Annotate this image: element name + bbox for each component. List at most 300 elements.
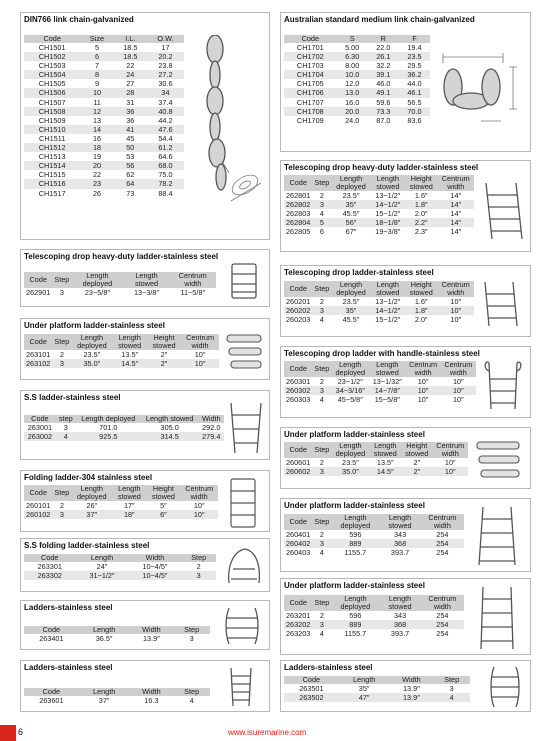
table-cell: 2″ (413, 458, 421, 467)
table-row (24, 179, 184, 188)
table-header-row (24, 415, 224, 423)
table-row (284, 458, 468, 467)
table-cell: 54.4 (158, 133, 173, 143)
table-cell: 260102 (26, 510, 51, 520)
table-cell: CH1709 (296, 115, 324, 125)
table-cell: 6 (319, 227, 324, 237)
table-cell: 889 (331, 620, 379, 629)
column-header: Code (284, 175, 312, 191)
table-cell: 36.5″ (95, 634, 113, 643)
table-cell: 254 (436, 629, 449, 639)
table-cell: 17 (161, 43, 170, 52)
table-row (284, 386, 476, 395)
table-row (24, 152, 184, 161)
table-cell: 14−7/8″ (369, 386, 405, 395)
table-cell: 1.8″ (405, 200, 438, 209)
table-cell: 3 (312, 620, 331, 629)
table-cell: 262805 (286, 227, 311, 237)
table-cell: 45−5/8″ (337, 395, 363, 405)
page-marker (0, 725, 16, 741)
table-cell: 3 (63, 423, 68, 432)
table-cell: 14″ (438, 200, 474, 209)
table-cell: CH1707 (296, 97, 324, 107)
table-cell: 13−1/2″ (375, 191, 401, 200)
column-header: Length deployed (71, 334, 112, 350)
table-header-row (284, 175, 474, 191)
ladder-image (473, 436, 525, 486)
table-cell: 10″ (450, 297, 462, 306)
table-cell: 263502 (284, 693, 339, 702)
column-header: Length (339, 676, 390, 684)
section-ss-folding-ladder (20, 538, 270, 592)
table-cell: 3 (181, 571, 216, 580)
table-cell: 2″ (160, 350, 168, 359)
table-row (284, 227, 474, 236)
table-cell: 254 (436, 530, 449, 539)
table-cell: 10″ (194, 350, 206, 359)
table-cell: 3 (52, 510, 71, 519)
section-under-platform-2631 (20, 318, 270, 380)
table-cell: 49.1 (368, 88, 399, 97)
table-cell: CH1701 (296, 43, 324, 52)
table-cell: 263401 (39, 634, 64, 643)
table-cell: 263101 (26, 350, 51, 359)
table-cell: 35″ (358, 684, 370, 693)
column-header: S (337, 35, 368, 43)
column-header: Width (130, 626, 174, 634)
table-cell: 4 (319, 548, 324, 558)
column-header: Length deployed (331, 175, 370, 191)
table-header-row (284, 442, 468, 458)
table-cell: 1.8″ (405, 306, 438, 315)
table-row (284, 209, 474, 218)
table-cell: 44.2 (158, 115, 173, 125)
table-row (24, 125, 184, 134)
table-cell: 260402 (286, 539, 311, 549)
table-cell: 56.5 (407, 97, 422, 107)
table-cell: 10″ (441, 386, 476, 395)
section-title: Telescoping drop ladder-stainless steel (284, 268, 434, 277)
table-cell: 2 (59, 501, 64, 510)
table-cell: 78.2 (147, 179, 184, 188)
column-header: Code (284, 361, 312, 377)
table-row (284, 61, 430, 70)
table-cell: 3 (312, 467, 331, 476)
table-cell: 31 (126, 97, 135, 107)
table-cell: 260302 (286, 386, 311, 396)
table-cell: 292.0 (202, 423, 221, 432)
section-title: Under platform ladder-stainless steel (284, 581, 425, 590)
ladder-image (221, 543, 267, 589)
table-cell: 260401 (286, 530, 311, 539)
section-title: Ladders-stainless steel (24, 603, 113, 612)
table-row (284, 79, 430, 88)
table-row (284, 191, 474, 200)
table-cell: 596 (349, 611, 362, 620)
table-cell: 260601 (286, 458, 311, 467)
column-header: Width (199, 415, 224, 423)
table-cell: 343 (393, 611, 407, 620)
table-cell: 279.4 (199, 432, 224, 441)
spec-table (24, 334, 219, 368)
table-cell: 2″ (147, 359, 181, 368)
table-row (24, 696, 210, 705)
column-header: Length deployed (331, 595, 379, 611)
table-cell: 2.0″ (414, 209, 428, 219)
table-row (24, 350, 219, 359)
column-header: O.W. (147, 35, 184, 43)
column-header: R (368, 35, 399, 43)
column-header: Centrum width (170, 272, 216, 288)
table-row (284, 43, 430, 52)
table-cell: 59.6 (376, 97, 391, 107)
table-cell: 3 (312, 539, 331, 548)
column-header: Step (173, 626, 210, 634)
table-cell: 37″ (98, 696, 110, 705)
section-title: S.S folding ladder-stainless steel (24, 541, 150, 550)
table-cell: 10″ (453, 377, 464, 386)
table-cell: 1.6″ (414, 297, 428, 306)
table-row (24, 70, 184, 79)
table-cell: CH1505 (38, 79, 66, 89)
table-cell: 28 (114, 88, 147, 97)
table-cell: 2 (319, 297, 324, 306)
chain-image (431, 37, 527, 147)
table-cell: 3 (59, 288, 64, 297)
table-row (24, 52, 184, 61)
table-cell: 262801 (286, 191, 311, 200)
table-cell: 62 (126, 170, 135, 180)
table-cell: CH1509 (38, 115, 66, 125)
table-cell: 13−3/8″ (133, 288, 160, 297)
table-cell: 4 (319, 629, 324, 639)
table-cell: 24 (114, 70, 147, 79)
table-header-row (284, 35, 430, 43)
section-folding-ladder-304 (20, 470, 270, 532)
table-cell: 2 (319, 611, 324, 620)
table-cell: 7 (94, 61, 100, 71)
table-cell: 17″ (123, 501, 135, 510)
ladder-image (477, 276, 527, 332)
table-row (24, 79, 184, 88)
table-row (284, 88, 430, 97)
column-header: Height stowed (147, 334, 181, 350)
table-cell: 11−5/8″ (180, 288, 206, 297)
column-header: Height stowed (401, 442, 432, 458)
table-cell: 30.6 (158, 79, 173, 89)
table-cell: CH1515 (38, 170, 66, 180)
table-header-row (284, 281, 474, 297)
table-cell: 13 (92, 115, 102, 125)
section-under-platform-2632 (280, 578, 531, 655)
table-header-row (24, 626, 210, 634)
ladder-image (478, 177, 528, 245)
table-row (24, 98, 184, 107)
section-under-platform-2606 (280, 427, 531, 489)
table-cell: CH1511 (39, 133, 66, 143)
section-title: Under platform ladder-stainless steel (24, 321, 165, 330)
table-cell: 23−1/2″ (337, 377, 363, 386)
table-cell: 13−1/32″ (372, 377, 402, 386)
table-row (284, 107, 430, 116)
column-header: Length deployed (331, 281, 370, 297)
section-telescoping-drop-2602 (280, 265, 531, 337)
table-cell: 260602 (286, 467, 311, 477)
chain-image (185, 35, 267, 235)
table-row (24, 423, 224, 432)
table-cell: 4 (319, 209, 324, 219)
column-header: Length (79, 626, 130, 634)
table-cell: 26″ (86, 501, 98, 510)
table-cell: 262802 (286, 200, 311, 210)
table-cell: 13.9″ (390, 693, 434, 702)
table-cell: 889 (331, 539, 379, 548)
table-cell: 14″ (450, 191, 462, 200)
table-cell: 5 (312, 218, 331, 227)
column-header: Centrum width (421, 595, 464, 611)
table-cell: CH1507 (38, 97, 66, 107)
spec-table (284, 442, 468, 476)
table-row (284, 530, 464, 539)
table-cell: 45.5″ (342, 315, 360, 325)
table-cell: 22 (126, 61, 135, 71)
table-cell: 39.1 (368, 70, 399, 79)
table-cell: 260203 (286, 315, 311, 325)
section-ss-ladder-2630 (20, 390, 270, 460)
column-header: Length stowed (123, 272, 169, 288)
website-link[interactable]: www.isuremarine.com (228, 728, 307, 737)
table-cell: 12 (80, 107, 113, 116)
table-cell: 10″ (438, 306, 474, 315)
table-cell: 40.8 (147, 107, 184, 116)
table-cell: 254 (436, 611, 449, 620)
table-cell: CH1705 (296, 79, 324, 89)
table-cell: CH1506 (24, 88, 80, 97)
table-row (284, 315, 474, 324)
table-cell: 35″ (331, 200, 370, 209)
section-under-platform-2604 (280, 498, 531, 572)
table-cell: 23.5″ (342, 297, 360, 306)
table-cell: 13.5″ (121, 350, 139, 359)
column-header: Code (24, 415, 56, 423)
column-header: Length deployed (71, 272, 123, 288)
table-cell: 73 (126, 188, 135, 198)
table-cell: 254 (421, 539, 464, 548)
spec-table (284, 175, 474, 236)
column-header: Code (24, 626, 79, 634)
table-cell: 6 (80, 52, 113, 61)
table-cell: 23.5″ (342, 458, 359, 467)
table-cell: 14″ (450, 227, 462, 237)
table-cell: 254 (421, 620, 464, 629)
table-cell: 18 (80, 143, 113, 152)
section-title: DIN766 link chain-galvanized (24, 15, 134, 24)
ladder-image (221, 664, 263, 710)
ladder-image (221, 475, 267, 531)
table-cell: 2 (319, 458, 324, 467)
table-cell: 5.00 (345, 43, 360, 52)
table-cell: 10″ (417, 395, 429, 405)
spec-table (24, 626, 210, 643)
section-title: Under platform ladder-stainless steel (284, 430, 425, 439)
column-header: Width (130, 688, 174, 696)
column-header: Length stowed (112, 334, 147, 350)
table-cell: 22.0 (376, 43, 391, 52)
table-cell: 14″ (450, 209, 462, 219)
table-cell: 19−3/8″ (375, 227, 401, 237)
section-title: Telescoping drop heavy-duty ladder-stainless steel (24, 252, 219, 261)
table-cell: 262804 (286, 218, 311, 228)
table-cell: 8.00 (345, 61, 360, 71)
ladder-image (224, 260, 266, 304)
table-cell: 263102 (26, 359, 51, 369)
table-cell: 343 (393, 530, 407, 539)
table-cell: 5 (94, 43, 100, 52)
table-cell: 19.4 (407, 43, 422, 52)
table-cell: CH1501 (38, 43, 66, 52)
table-cell: 10 (80, 88, 113, 97)
table-cell: 6.30 (337, 52, 368, 61)
column-header: Step (433, 676, 470, 684)
table-cell: 50 (114, 143, 147, 152)
table-cell: CH1704 (284, 70, 337, 79)
spec-table (284, 676, 470, 702)
table-cell: 262901 (26, 288, 51, 297)
spec-table (24, 688, 210, 705)
table-cell: 10−4/5″ (142, 562, 168, 571)
table-cell: 3 (52, 359, 71, 368)
table-cell: 37″ (71, 510, 112, 519)
table-cell: 925.5 (76, 432, 141, 441)
table-cell: 12.0 (345, 79, 360, 89)
column-header: Length deployed (331, 514, 379, 530)
column-header: Centrum width (438, 281, 474, 297)
column-header: Code (284, 514, 312, 530)
table-header-row (284, 595, 464, 611)
ladder-image (471, 583, 525, 653)
column-header: Length deployed (331, 442, 369, 458)
section-title: S.S ladder-stainless steel (24, 393, 121, 402)
table-cell: CH1702 (284, 52, 337, 61)
table-cell: 2.2″ (405, 218, 438, 227)
table-cell: 393.7 (390, 548, 410, 558)
column-header: F (399, 35, 430, 43)
column-header: Step (52, 334, 71, 350)
table-cell: 27 (126, 79, 135, 89)
table-cell: 23 (80, 179, 113, 188)
table-cell: 27.2 (147, 70, 184, 79)
table-cell: 314.5 (141, 432, 199, 441)
spec-table (24, 415, 224, 441)
table-cell: 15−1/2″ (375, 315, 401, 325)
section-title: Telescoping drop ladder with handle-stainless steel (284, 349, 480, 358)
table-cell: 10″ (444, 458, 456, 467)
table-header-row (284, 676, 470, 684)
table-cell: 10″ (193, 501, 205, 510)
table-cell: 305.0 (160, 423, 179, 432)
ladder-image (225, 397, 269, 457)
table-row (24, 501, 218, 510)
section-din766-chain (20, 12, 270, 240)
table-cell: 10−4/5″ (128, 571, 181, 580)
table-row (284, 629, 464, 638)
table-cell: 254 (436, 548, 449, 558)
column-header: Length deployed (71, 485, 112, 501)
spec-table (24, 554, 216, 580)
table-cell: 4 (433, 693, 470, 702)
table-cell: CH1703 (296, 61, 324, 71)
table-cell: 67″ (345, 227, 357, 237)
table-header-row (24, 35, 184, 43)
table-row (24, 143, 184, 152)
table-cell: 36 (114, 107, 147, 116)
table-cell: 16 (92, 133, 102, 143)
table-cell: 13.5″ (376, 458, 394, 467)
table-cell: 64.6 (158, 152, 173, 162)
column-header: Code (24, 35, 80, 43)
table-row (284, 98, 430, 107)
table-cell: 2 (319, 191, 324, 200)
column-header: Step (312, 514, 331, 530)
table-cell: 368 (379, 620, 420, 629)
table-cell: 263002 (24, 432, 56, 441)
table-cell: 13.9″ (143, 634, 160, 643)
column-header: Centrum width (432, 442, 468, 458)
table-row (284, 218, 474, 227)
section-title: Telescoping drop heavy-duty ladder-stainless steel (284, 163, 479, 172)
table-cell: 5″ (160, 501, 167, 510)
table-cell: 3 (449, 684, 454, 693)
table-cell: 46.1 (399, 88, 430, 97)
table-cell: 47″ (339, 693, 390, 702)
column-header: Length stowed (369, 361, 405, 377)
column-header: Code (284, 35, 337, 43)
table-row (24, 170, 184, 179)
table-cell: 1155.7 (344, 548, 367, 558)
table-cell: 31−1/2″ (76, 571, 129, 580)
table-cell: 4 (189, 696, 194, 705)
table-cell: 1.6″ (414, 191, 428, 200)
column-header: Height stowed (146, 485, 180, 501)
table-row (24, 107, 184, 116)
spec-table (284, 35, 430, 125)
table-cell: 47.6 (147, 125, 184, 134)
table-cell: 19 (92, 152, 102, 162)
column-header: Length stowed (379, 595, 420, 611)
table-cell: 260202 (286, 306, 311, 316)
table-cell: 263202 (286, 620, 311, 630)
table-cell: 32.2 (376, 61, 391, 71)
section-telescoping-handle-2603 (280, 346, 531, 418)
table-cell: CH1708 (284, 107, 337, 116)
column-header: Code (24, 272, 52, 288)
table-cell: 260303 (286, 395, 311, 405)
table-cell: 46.0 (376, 79, 391, 89)
table-cell: 61.2 (147, 143, 184, 152)
table-cell: CH1503 (38, 61, 66, 71)
table-cell: 8 (80, 70, 113, 79)
table-cell: 9 (94, 79, 100, 89)
table-cell: 3 (312, 306, 331, 315)
table-cell: 10″ (180, 510, 218, 519)
table-row (284, 297, 474, 306)
table-cell: 3 (312, 200, 331, 209)
ladder-image (221, 604, 263, 648)
table-row (24, 432, 224, 441)
table-cell: 35″ (331, 306, 370, 315)
page-number: 6 (18, 727, 24, 737)
column-header: Step (312, 442, 331, 458)
